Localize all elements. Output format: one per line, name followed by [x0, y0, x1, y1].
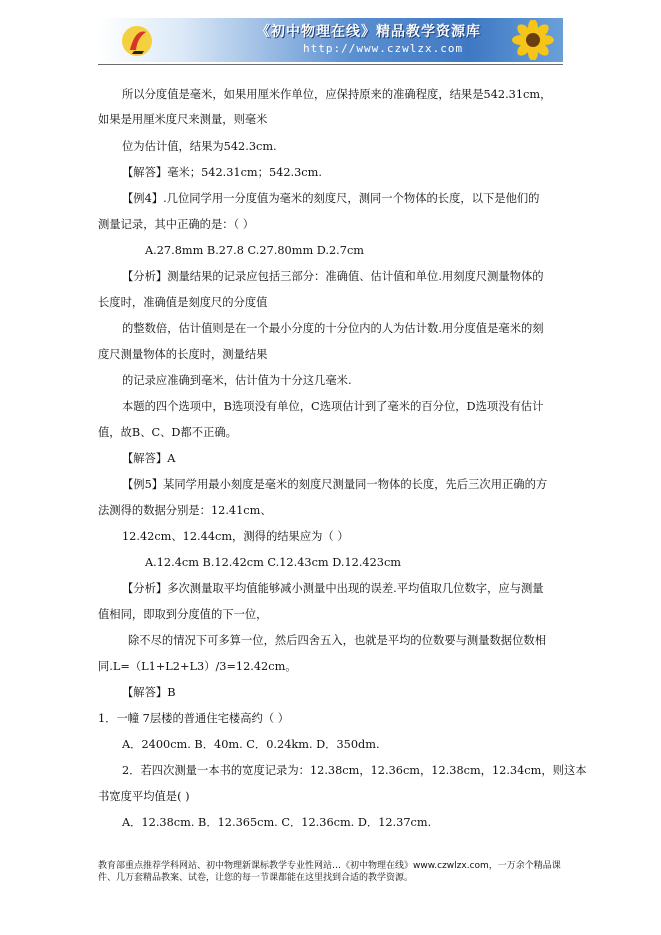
options-line: A.27.8mm B.27.8 C.27.80mm D.2.7cm: [145, 244, 364, 257]
text-line: 值，故B、C、D都不正确。: [98, 426, 237, 439]
site-logo-icon: [120, 24, 154, 58]
text-line: 除不尽的情况下可多算一位，然后四舍五入，也就是平均的位数要与测量数据位数相: [128, 634, 546, 647]
text-line: 法测得的数据分别是：12.41cm、: [98, 504, 272, 517]
text-line: 值相同，即取到分度值的下一位，: [98, 608, 268, 621]
text-line: 的记录应准确到毫米，估计值为十分这几毫米.: [122, 374, 352, 387]
text-line: 所以分度值是毫米，如果用厘米作单位，应保持原来的准确程度，结果是542.31cm，: [122, 88, 552, 101]
header-banner: [98, 18, 563, 62]
options-line: A.12.4cm B.12.42cm C.12.43cm D.12.423cm: [145, 556, 402, 569]
text-line: 的整数倍，估计值则是在一个最小分度的十分位内的人为估计数.用分度值是毫米的刻: [122, 322, 544, 335]
options-line: A．2400cm. B．40m. C．0.24km. D．350dm.: [122, 738, 380, 751]
text-line: 【例5】某同学用最小刻度是毫米的刻度尺测量同一物体的长度，先后三次用正确的方: [122, 478, 548, 491]
question-line: 1．一幢 7层楼的普通住宅楼高约（ ）: [98, 712, 290, 725]
page-footer: 教育部重点推荐学科网站、初中物理新课标教学专业性网站…《初中物理在线》www.czwlzx.com，一万余个精品课件、几万套精品教案、试卷，让您的每一节课都能在这里找到合适的教学资源。: [98, 861, 561, 883]
sunflower-icon: [499, 20, 559, 60]
banner-url[interactable]: http://www.czwlzx.com: [303, 42, 464, 55]
text-line: 同.L=（L1+L2+L3）/3=12.42cm。: [98, 660, 297, 673]
text-line: 测量记录，其中正确的是：（ ）: [98, 218, 255, 231]
options-line: A．12.38cm. B．12.365cm. C．12.36cm. D．12.37cm.: [122, 816, 432, 829]
text-line: 【解答】B: [122, 686, 176, 699]
text-line: 书宽度平均值是( ): [98, 790, 190, 803]
text-line: 【例4】.几位同学用一分度值为毫米的刻度尺，测同一个物体的长度，以下是他们的: [122, 192, 540, 205]
text-line: 度尺测量物体的长度时，测量结果: [98, 348, 268, 361]
banner-title: 《初中物理在线》精品教学资源库: [256, 24, 481, 40]
text-line: 长度时，准确值是刻度尺的分度值: [98, 296, 268, 309]
text-line: 12.42cm、12.44cm，测得的结果应为（ ）: [122, 530, 349, 543]
text-line: 如果是用厘米度尺来测量，则毫米: [98, 113, 268, 126]
text-line: 【分析】测量结果的记录应包括三部分：准确值、估计值和单位.用刻度尺测量物体的: [122, 270, 544, 283]
text-line: 【解答】A: [122, 452, 176, 465]
text-line: 位为估计值，结果为542.3cm.: [122, 140, 277, 153]
text-line: 【解答】毫米；542.31cm；542.3cm.: [122, 166, 322, 179]
text-line: 本题的四个选项中，B选项没有单位，C选项估计到了毫米的百分位，D选项没有估计: [122, 400, 544, 413]
header-divider: [98, 64, 563, 65]
text-line: 【分析】多次测量取平均值能够减小测量中出现的误差.平均值取几位数字，应与测量: [122, 582, 544, 595]
question-line: 2．若四次测量一本书的宽度记录为：12.38cm，12.36cm，12.38cm，12.34cm，则这本: [122, 764, 587, 777]
